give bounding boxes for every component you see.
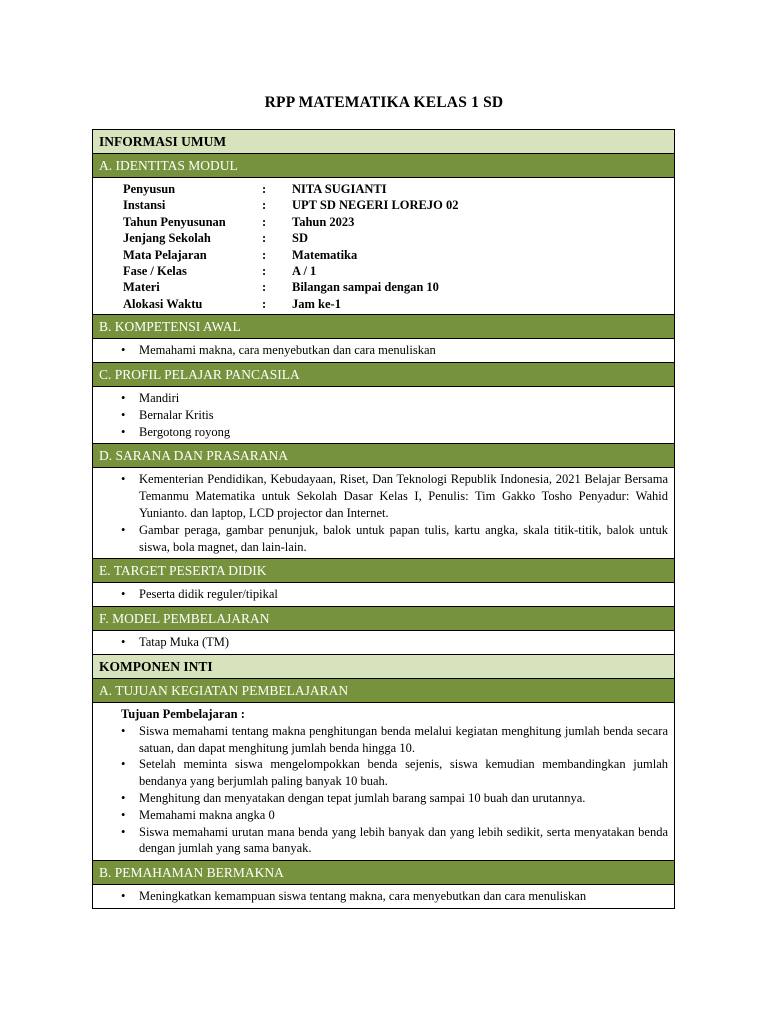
profil-pelajar-list (117, 390, 668, 440)
sarana-prasarana-cell (93, 468, 674, 559)
info-sep: : (262, 280, 267, 295)
info-value: Jam ke-1 (292, 296, 341, 311)
info-label: Penyusun (123, 182, 176, 196)
section-identitas-modul: A. IDENTITAS MODUL (93, 154, 674, 178)
target-item: • Peserta didik reguler/tipikal (139, 586, 668, 603)
info-value: NITA SUGIANTI (292, 182, 387, 196)
section-sarana-prasarana: D. SARANA DAN PRASARANA (93, 444, 674, 468)
section-pemahaman-bermakna: B. PEMAHAMAN BERMAKNA (93, 861, 674, 885)
info-sep: : (262, 296, 267, 311)
info-label: Mata Pelajaran (123, 247, 207, 262)
info-sep: : (262, 231, 267, 246)
info-value: Tahun 2023 (292, 214, 355, 229)
info-sep: : (262, 247, 267, 262)
sarana-item: • Gambar peraga, gambar penunjuk, balok untuk papan tulis, kartu angka, skala titik-titik, balok untuk siswa, bola magnet, dan lain-lain. (139, 522, 668, 556)
info-label: Fase / Kelas (123, 264, 187, 279)
info-value: Bilangan sampai dengan 10 (292, 280, 439, 295)
info-sep: : (262, 214, 267, 229)
profil-item: • Bernalar Kritis (139, 407, 668, 424)
profil-item: • Bergotong royong (139, 424, 668, 441)
identitas-modul-cell (93, 178, 674, 315)
info-value: A / 1 (292, 264, 317, 279)
info-value: Matematika (292, 247, 358, 262)
pemahaman-bermakna-list (117, 888, 668, 905)
sarana-item: • Kementerian Pendidikan, Kebudayaan, Riset, Dan Teknologi Republik Indonesia, 2021 Belajar Bersama Temanmu Matematika untuk Sekolah Dasar Kelas I, Penulis: Tim Gakko Tosho Penyadur: Wahid Yunianto. dan laptop, LCD projector dan Internet. (139, 471, 668, 521)
kompetensi-awal-list (117, 342, 668, 359)
target-peserta-cell (93, 583, 674, 607)
info-sep: : (262, 198, 267, 213)
tujuan-kegiatan-list (117, 723, 668, 857)
section-profil-pelajar: C. PROFIL PELAJAR PANCASILA (93, 363, 674, 387)
document-title: RPP MATEMATIKA KELAS 1 SD (264, 94, 504, 111)
model-pembelajaran-list (117, 634, 668, 651)
tujuan-subheading: Tujuan Pembelajaran : (121, 707, 245, 722)
tujuan-item: • Menghitung dan menyatakan dengan tepat jumlah barang sampai 10 buah dan urutannya. (139, 790, 668, 807)
model-item: • Tatap Muka (TM) (139, 634, 668, 651)
model-pembelajaran-cell (93, 631, 674, 655)
info-label: Tahun Penyusunan (123, 214, 226, 229)
identitas-info-grid (117, 181, 668, 312)
info-sep: : (262, 264, 267, 279)
section-target-peserta: E. TARGET PESERTA DIDIK (93, 559, 674, 583)
profil-pelajar-cell (93, 387, 674, 444)
info-label: Materi (123, 280, 160, 295)
info-label: Instansi (123, 198, 166, 213)
section-komponen-inti: KOMPONEN INTI (93, 655, 674, 679)
section-tujuan-kegiatan: A. TUJUAN KEGIATAN PEMBELAJARAN (93, 679, 674, 703)
kompetensi-awal-cell (93, 339, 674, 363)
info-sep: : (262, 182, 267, 196)
target-peserta-list (117, 586, 668, 603)
tujuan-kegiatan-cell (93, 703, 674, 861)
tujuan-item: • Siswa memahami tentang makna penghitungan benda melalui kegiatan menghitung jumlah benda secara satuan, dan dapat menghitung jumlah benda hingga 10. (139, 723, 668, 757)
info-value: SD (292, 231, 308, 246)
pemahaman-bermakna-cell (93, 885, 674, 909)
section-informasi-umum: INFORMASI UMUM (93, 130, 674, 154)
section-model-pembelajaran: F. MODEL PEMBELAJARAN (93, 607, 674, 631)
info-label: Jenjang Sekolah (123, 231, 211, 246)
profil-item: • Mandiri (139, 390, 668, 407)
tujuan-item: • Setelah meminta siswa mengelompokkan benda sejenis, siswa kemudian membandingkan jumlah bendanya yang berjumlah paling banyak 10 buah. (139, 756, 668, 790)
info-value: UPT SD NEGERI LOREJO 02 (292, 198, 459, 213)
info-label: Alokasi Waktu (123, 296, 203, 311)
tujuan-item: • Memahami makna angka 0 (139, 807, 668, 824)
rpp-table (92, 129, 675, 909)
section-kompetensi-awal: B. KOMPETENSI AWAL (93, 315, 674, 339)
kompetensi-item: • Memahami makna, cara menyebutkan dan cara menuliskan (139, 342, 668, 359)
tujuan-item: • Siswa memahami urutan mana benda yang lebih banyak dan yang lebih sedikit, serta menyatakan benda dengan jumlah yang sama banyak. (139, 824, 668, 858)
sarana-prasarana-list (117, 471, 668, 555)
pemahaman-item: • Meningkatkan kemampuan siswa tentang makna, cara menyebutkan dan cara menuliskan (139, 888, 668, 905)
